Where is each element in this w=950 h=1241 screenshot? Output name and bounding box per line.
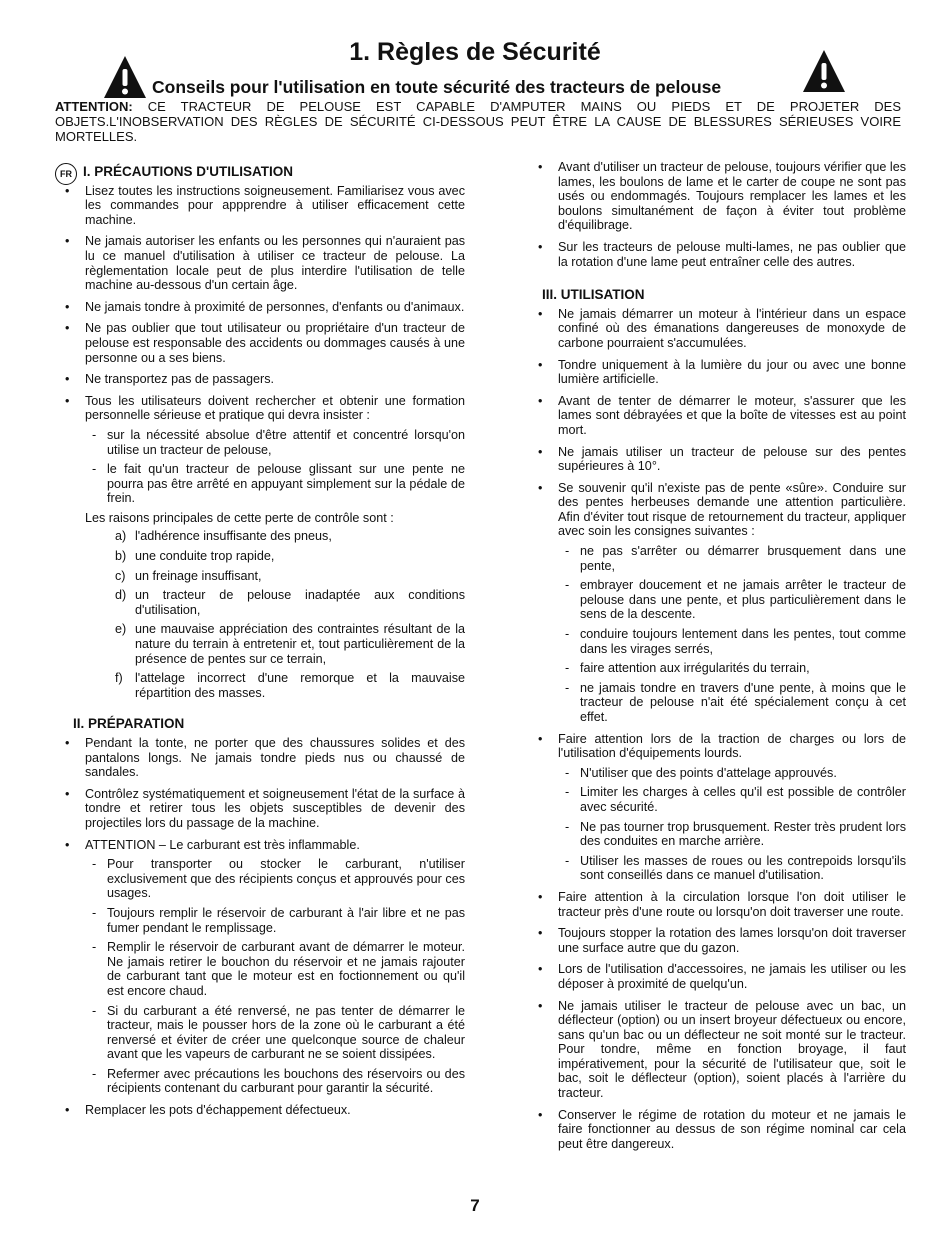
sublist-item: - Limiter les charges à celles qu'il est possible de contrôler avec sécurité.: [558, 785, 906, 814]
page-title: 1. Règles de Sécurité: [349, 38, 601, 66]
list-item: [528, 481, 906, 725]
sublist-item: - sur la nécessité absolue d'être attentif et concentré lorsqu'on utilise un tracteur de pelouse,: [85, 428, 465, 457]
list-item: • Ne jamais démarrer un moteur à l'intérieur dans un espace confiné où des émanations dangereuses de monoxyde de carbone pourraient s'accumulées.: [528, 307, 906, 351]
sublist-item: - Toujours remplir le réservoir de carburant à l'air libre et ne pas fumer pendant le remplissage.: [85, 906, 465, 935]
list-item: • Avant de tenter de démarrer le moteur, s'assurer que les lames sont débrayées et que la boîte de vitesses est au point mort.: [528, 394, 906, 438]
list-item: • Ne jamais utiliser un tracteur de pelouse sur des pentes supérieures à 10°.: [528, 445, 906, 474]
utilisation-list: [528, 307, 906, 1152]
list-item: • Lisez toutes les instructions soigneusement. Familiarisez vous avec les commandes pour appprendre à utiliser efficacement cette machine.: [55, 184, 465, 228]
list-item: • Ne jamais autoriser les enfants ou les personnes qui n'auraient pas lu ce manuel d'utilisation à utiliser ce tracteur de pelouse. La règlementation locale peut de plus interdire l'utilisation de telle machine au-dessous d'un certain âge.: [55, 234, 465, 292]
list-item: • Pendant la tonte, ne porter que des chaussures solides et des pantalons longs. Ne jamais tondre pieds nus ou chaussé de sandales.: [55, 736, 465, 780]
list-item: • Ne transportez pas de passagers.: [55, 372, 465, 387]
training-text: Tous les utilisateurs doivent rechercher et obtenir une formation personnelle sérieuse et pratique qui devra insister :: [85, 393, 465, 423]
attention-label: ATTENTION:: [55, 99, 133, 114]
list-item: • Remplacer les pots d'échappement défectueux.: [55, 1103, 465, 1118]
list-item: • Lors de l'utilisation d'accessoires, ne jamais les utiliser ou les déposer à proximité de quelqu'un.: [528, 962, 906, 991]
list-item: e) une mauvaise appréciation des contraintes résultant de la nature du terrain à entretenir et, tout particulièrement de la présence de pentes sur ce terrain,: [115, 622, 465, 666]
reasons-list: [55, 529, 465, 700]
sublist-item: - embrayer doucement et ne jamais arrêter le tracteur de pelouse dans une pente, et plus particulièrement dans le sens de la descente.: [558, 578, 906, 622]
sublist-item: - Si du carburant a été renversé, ne pas tenter de démarrer le tracteur, mais le pousser hors de la zone où le carburant a été renversé et éviter de créer une quelconque source de chaleur avant que les vapeurs de carburant ne se soient dissipées.: [85, 1004, 465, 1062]
list-item: • Avant d'utiliser un tracteur de pelouse, toujours vérifier que les lames, les boulons de lame et le carter de coupe ne sont pas usés ou endommagés. Toujours remplacer les lames et les boulons simultanément de façon à éviter tout problème d'équilibrage.: [528, 160, 906, 233]
list-item: • Tondre uniquement à la lumière du jour ou avec une bonne lumière artificielle.: [528, 358, 906, 387]
sublist-item: - Refermer avec précautions les bouchons des réservoirs ou des récipients contenant du carburant pour garantir la sécurité.: [85, 1067, 465, 1096]
left-column: [55, 165, 465, 1125]
sublist-item: - faire attention aux irrégularités du terrain,: [558, 661, 906, 676]
list-item: a) l'adhérence insuffisante des pneus,: [115, 529, 332, 544]
sublist-item: - N'utiliser que des points d'attelage approuvés.: [558, 766, 906, 781]
slope-text: Se souvenir qu'il n'existe pas de pente «sûre». Conduire sur des pentes herbeuses demande une attention particulière. Afin d'éviter tout risque de retournement du tracteur, appliquer avec soin les consignes suivantes :: [558, 480, 906, 539]
sublist-item: - ne jamais tondre en travers d'une pente, à moins que le tracteur de pelouse n'ait été spécialement conçu à cet effet.: [558, 681, 906, 725]
section-precautions-title: FR I. PRÉCAUTIONS D'UTILISATION: [55, 165, 465, 180]
list-item: f) l'attelage incorrect d'une remorque et la mauvaise répartition des masses.: [115, 671, 465, 700]
towing-text: Faire attention lors de la traction de charges ou lors de l'utilisation d'équipements lourds.: [558, 731, 906, 761]
list-item: [55, 838, 465, 1097]
fuel-sublist: [85, 857, 465, 1096]
page-subtitle: Conseils pour l'utilisation en toute sécurité des tracteurs de pelouse: [152, 77, 722, 97]
list-item: • Sur les tracteurs de pelouse multi-lames, ne pas oublier que la rotation d'une lame peut entraîner celle des autres.: [528, 240, 906, 269]
section-preparation-title: II. PRÉPARATION: [73, 716, 185, 732]
sublist-item: - Pour transporter ou stocker le carburant, n'utiliser exclusivement que des récipients conçus et approuvés pour ces usages.: [85, 857, 465, 901]
list-item: • Ne jamais utiliser le tracteur de pelouse avec un bac, un déflecteur (option) ou un insert broyeur défectueux ou encore, sans qu'un bac ou un déflecteur ne soit monté sur le tracteur. Pour tondre, même en fonction broyage, il faut impérativement, pour la sécurité de l'utilisateur que, soit le bac, soit le déflecteur (option), soient placés à l'arrière du tracteur.: [528, 999, 906, 1101]
fuel-warning: ATTENTION – Le carburant est très inflammable.: [85, 837, 360, 852]
list-item: • Ne pas oublier que tout utilisateur ou propriétaire d'un tracteur de pelouse est responsable des accidents ou dommages causés à une personne ou a ses biens.: [55, 321, 465, 365]
list-item: • Conserver le régime de rotation du moteur et ne jamais le faire fonctionner au dessus de son régime nominal car cela peut être dangereux.: [528, 1108, 906, 1152]
language-badge: FR: [55, 163, 77, 185]
list-item: [528, 732, 906, 883]
sublist-item: - conduire toujours lentement dans les pentes, tout comme dans les virages serrés,: [558, 627, 906, 656]
sublist-item: - Utiliser les masses de roues ou les contrepoids lorsqu'ils sont conseillés dans ce manuel d'utilisation.: [558, 854, 906, 883]
right-column: [528, 160, 906, 1158]
slope-sublist: [558, 544, 906, 725]
sublist-item: - Remplir le réservoir de carburant avant de démarrer le moteur. Ne jamais retirer le bouchon du réservoir et ne jamais rajouter de carburant tant que le moteur est en foctionnement ou qu'il est encore chaud.: [85, 940, 465, 998]
precautions-list: [55, 184, 465, 506]
page-number: 7: [470, 1196, 480, 1215]
list-item: • Toujours stopper la rotation des lames lorsqu'on doit traverser une surface autre que du gazon.: [528, 926, 906, 955]
attention-warning: [55, 99, 901, 144]
list-item: [55, 394, 465, 506]
list-item: • Faire attention à la circulation lorsque l'on doit utiliser le tracteur près d'une route ou lorsqu'on doit traverser une route.: [528, 890, 906, 919]
list-item: • Ne jamais tondre à proximité de personnes, d'enfants ou d'animaux.: [55, 300, 465, 315]
towing-sublist: [558, 766, 906, 883]
list-item: c) un freinage insuffisant,: [115, 568, 262, 583]
sublist-item: - Ne pas tourner trop brusquement. Rester très prudent lors des conduites en marche arrière.: [558, 820, 906, 849]
sublist-item: - ne pas s'arrêter ou démarrer brusquement dans une pente,: [558, 544, 906, 573]
reasons-intro: Les raisons principales de cette perte de contrôle sont :: [85, 510, 394, 525]
list-item: • Contrôlez systématiquement et soigneusement l'état de la surface à tondre et retirer tous les objets susceptibles de devenir des projectiles lors du passage de la machine.: [55, 787, 465, 831]
list-item: d) un tracteur de pelouse inadaptée aux conditions d'utilisation,: [115, 588, 465, 617]
list-item: b) une conduite trop rapide,: [115, 549, 275, 564]
sublist-item: - le fait qu'un tracteur de pelouse glissant sur une pente ne pourra pas être arrêté en appuyant simplement sur la pédale de frein.: [85, 462, 465, 506]
training-sublist: [85, 428, 465, 506]
preparation-list: [55, 736, 465, 1118]
section-utilisation-title: III. UTILISATION: [542, 287, 645, 303]
attention-text: CE TRACTEUR DE PELOUSE EST CAPABLE D'AMPUTER MAINS OU PIEDS ET DE PROJETER DES OBJETS.L'INOBSERVATION DES RÈGLES DE SÉCURITÉ CI-DESSOUS PEUT ÊTRE LA CAUSE DE BLESSURES SÉRIEUSES VOIRE MORTELLES.: [55, 99, 901, 144]
preparation-list-continued: [528, 160, 906, 269]
